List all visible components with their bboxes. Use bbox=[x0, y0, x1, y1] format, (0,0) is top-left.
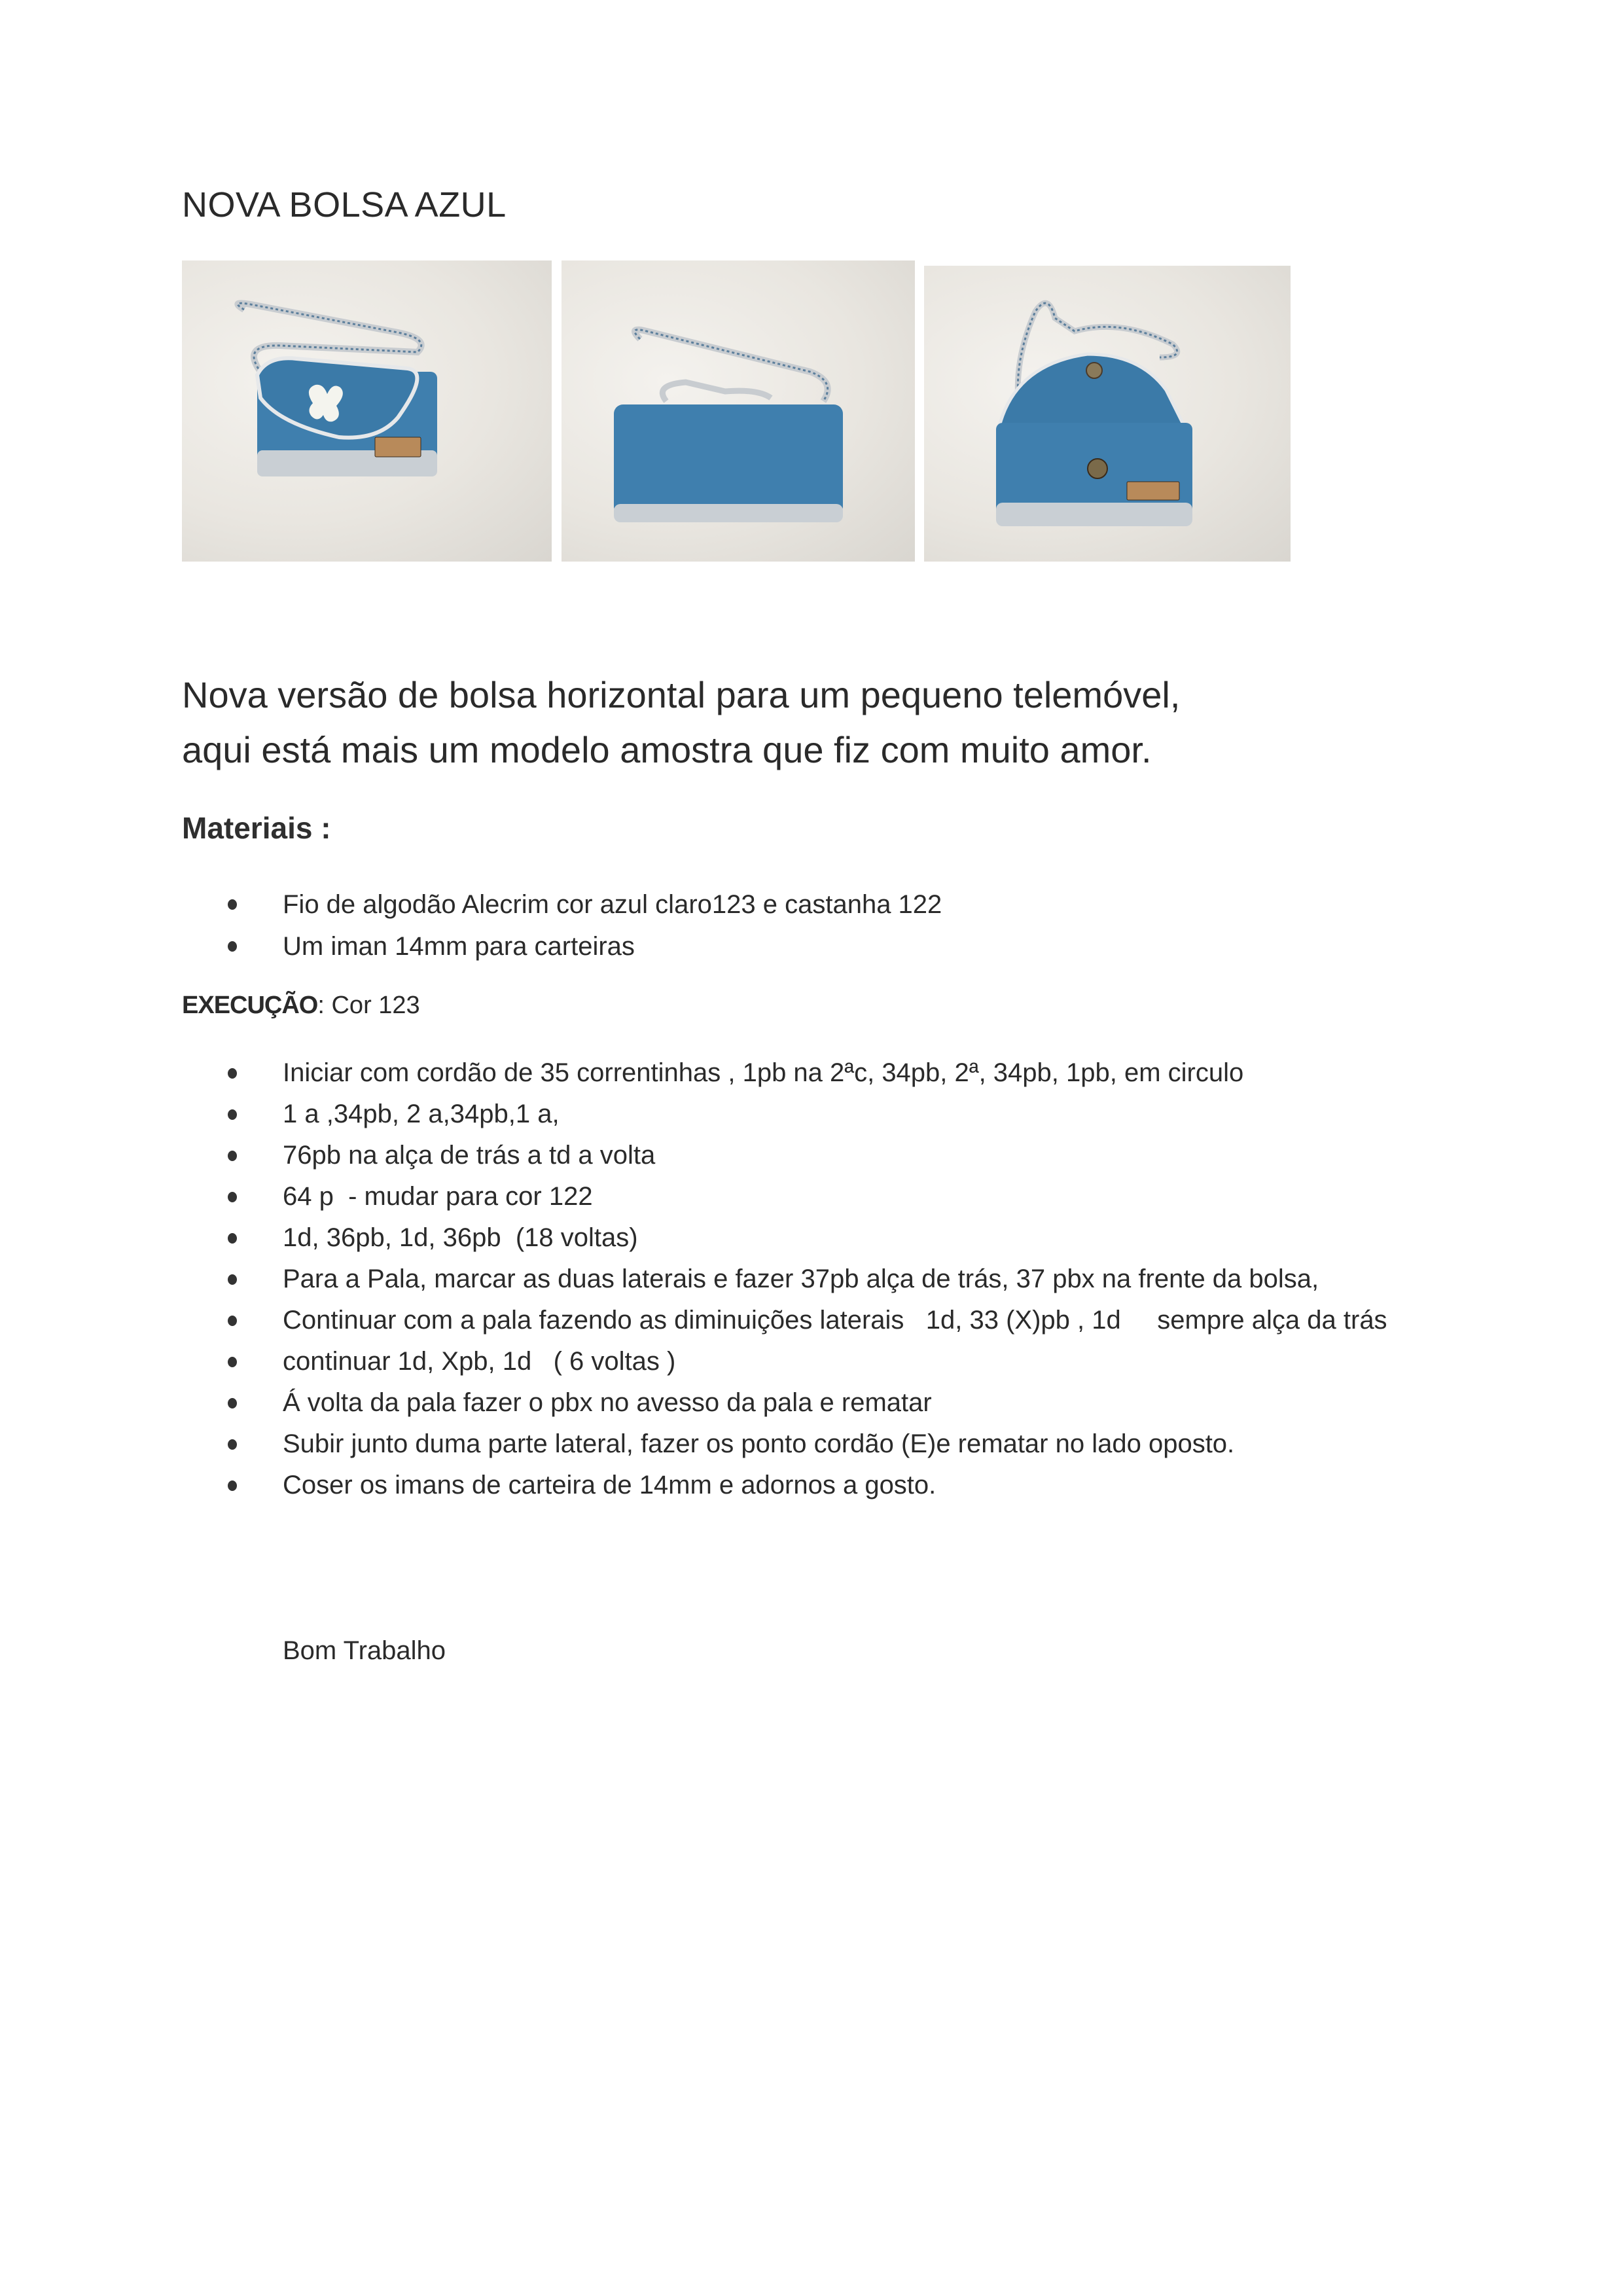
bullet-icon bbox=[228, 1068, 237, 1079]
execution-heading bbox=[182, 992, 420, 1020]
execution-heading-bold: EXECUÇÃO bbox=[182, 992, 318, 1019]
step-item bbox=[223, 1094, 1400, 1135]
step-text: Iniciar com cordão de 35 correntinhas , 1pb na 2ªc, 34pb, 2ª, 34pb, 1pb, em circulo bbox=[283, 1058, 1244, 1087]
bullet-icon bbox=[228, 1192, 237, 1202]
bag-photo-back bbox=[562, 260, 915, 562]
wooden-label bbox=[375, 437, 421, 457]
magnet-clasp-bottom bbox=[1088, 459, 1107, 478]
materials-list bbox=[223, 884, 942, 967]
bullet-icon bbox=[228, 1439, 237, 1450]
bullet-icon bbox=[228, 1151, 237, 1161]
bullet-icon bbox=[228, 1233, 237, 1244]
materials-item bbox=[223, 925, 942, 967]
step-item bbox=[223, 1135, 1400, 1176]
step-item bbox=[223, 1300, 1400, 1341]
bullet-icon bbox=[228, 899, 237, 910]
step-text: 64 p - mudar para cor 122 bbox=[283, 1182, 593, 1211]
step-item bbox=[223, 1259, 1400, 1300]
bag-front-illustration bbox=[182, 260, 552, 562]
bag-back-illustration bbox=[562, 260, 915, 562]
bullet-icon bbox=[228, 1357, 237, 1367]
bag-open-illustration bbox=[924, 266, 1291, 562]
step-text: Continuar com a pala fazendo as diminuições laterais 1d, 33 (X)pb , 1d sempre alça da trás bbox=[283, 1306, 1387, 1335]
intro-line: aqui está mais um modelo amostra que fiz com muito amor. bbox=[182, 729, 1152, 770]
materials-heading: Materiais : bbox=[182, 811, 331, 845]
materials-item-text: Fio de algodão Alecrim cor azul claro123 e castanha 122 bbox=[283, 890, 942, 919]
document-title: NOVA BOLSA AZUL bbox=[182, 185, 507, 224]
step-text: Coser os imans de carteira de 14mm e adornos a gosto. bbox=[283, 1471, 936, 1499]
intro-line: Nova versão de bolsa horizontal para um pequeno telemóvel, bbox=[182, 674, 1181, 715]
bag-bottom-band bbox=[614, 504, 843, 522]
step-text: 76pb na alça de trás a td a volta bbox=[283, 1141, 656, 1170]
bullet-icon bbox=[228, 1316, 237, 1326]
bag-photo-open bbox=[924, 266, 1291, 562]
bag-photo-front bbox=[182, 260, 552, 562]
step-item bbox=[223, 1217, 1400, 1259]
step-text: 1 a ,34pb, 2 a,34pb,1 a, bbox=[283, 1100, 560, 1128]
bag-body bbox=[614, 404, 843, 516]
execution-steps-list bbox=[223, 1052, 1400, 1506]
bullet-icon bbox=[228, 1109, 237, 1120]
intro-paragraph bbox=[182, 668, 1360, 778]
step-text: Para a Pala, marcar as duas laterais e fazer 37pb alça de trás, 37 pbx na frente da bolsa, bbox=[283, 1265, 1319, 1293]
step-item bbox=[223, 1382, 1400, 1424]
step-text: Subir junto duma parte lateral, fazer os ponto cordão (E)e rematar no lado oposto. bbox=[283, 1429, 1235, 1458]
bullet-icon bbox=[228, 1274, 237, 1285]
bullet-icon bbox=[228, 1398, 237, 1408]
step-item bbox=[223, 1176, 1400, 1217]
closing-text: Bom Trabalho bbox=[283, 1636, 446, 1665]
step-item bbox=[223, 1424, 1400, 1465]
step-text: continuar 1d, Xpb, 1d ( 6 voltas ) bbox=[283, 1347, 676, 1376]
materials-item bbox=[223, 884, 942, 925]
wooden-label bbox=[1127, 482, 1179, 500]
materials-item-text: Um iman 14mm para carteiras bbox=[283, 932, 635, 961]
step-item bbox=[223, 1052, 1400, 1094]
bullet-icon bbox=[228, 941, 237, 952]
execution-heading-color: : Cor 123 bbox=[317, 992, 420, 1019]
step-text: Á volta da pala fazer o pbx no avesso da pala e rematar bbox=[283, 1388, 932, 1417]
step-text: 1d, 36pb, 1d, 36pb (18 voltas) bbox=[283, 1223, 638, 1252]
step-item bbox=[223, 1341, 1400, 1382]
bullet-icon bbox=[228, 1480, 237, 1491]
bag-bottom-band bbox=[996, 503, 1192, 526]
magnet-clasp-top bbox=[1086, 363, 1102, 378]
step-item bbox=[223, 1465, 1400, 1506]
